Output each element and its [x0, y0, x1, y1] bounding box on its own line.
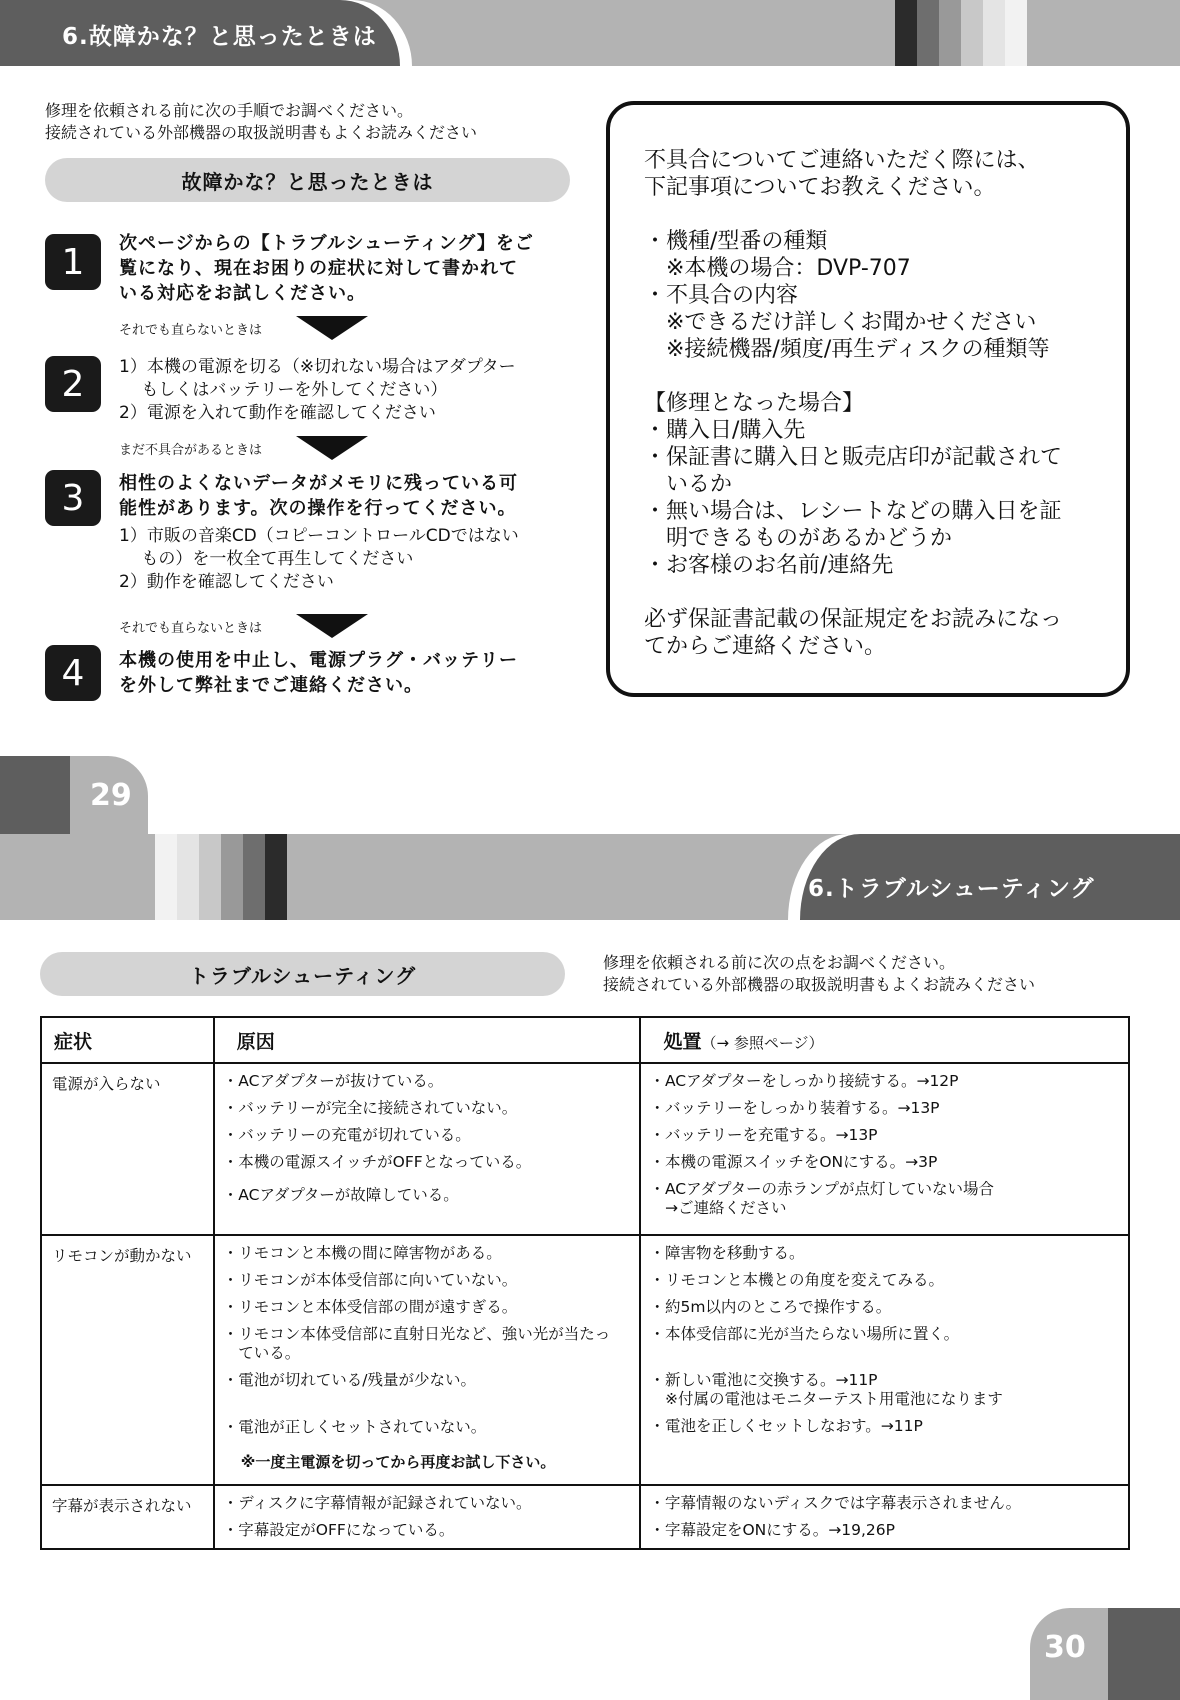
- decor-stripe: [939, 0, 961, 66]
- section-title-troubleshooting: トラブルシューティング: [40, 952, 565, 996]
- step-line: もしくはバッテリーを外してください）: [119, 380, 448, 400]
- remedy-item: ・障害物を移動する。: [649, 1244, 805, 1262]
- step-3-bold-text: [119, 471, 518, 521]
- step-line: もの）を一枚全て再生してください: [119, 549, 414, 569]
- step-line: 覧になり、現在お困りの症状に対して書かれて: [119, 258, 518, 279]
- step-line: 1）市販の音楽CD（コピーコントロールCDではない: [119, 526, 519, 546]
- step-line: 2）動作を確認してください: [119, 572, 334, 592]
- step-1-text: [119, 231, 534, 306]
- decor-stripe: [177, 834, 199, 920]
- intro-text-page30: [603, 952, 1035, 996]
- remedy-item: ・本体受信部に光が当たらない場所に置く。: [649, 1325, 960, 1343]
- header-remedy: [640, 1017, 1129, 1063]
- remedy-cell: [640, 1235, 1129, 1485]
- step-3-text: [119, 525, 519, 594]
- contact-line: ・購入日/購入先: [644, 418, 806, 443]
- decor-stripe: [199, 834, 221, 920]
- step-line: 相性のよくないデータがメモリに残っている可: [119, 473, 518, 494]
- decor-stripe: [983, 0, 1005, 66]
- cause-item: ・バッテリーが完全に接続されていない。: [222, 1099, 518, 1117]
- step-number-1: 1: [45, 234, 101, 290]
- contact-line: いるか: [644, 472, 733, 497]
- step-line: を外して弊社までご連絡ください。: [119, 675, 423, 696]
- decor-stripe: [917, 0, 939, 66]
- troubleshooting-table: [40, 1016, 1130, 1550]
- remedy-item: ・新しい電池に交換する。→11P: [649, 1371, 878, 1389]
- remedy-cell: [640, 1063, 1129, 1235]
- decor-stripe: [961, 0, 983, 66]
- chapter-title: 6.トラブルシューティング: [808, 876, 1095, 902]
- step-4-text: [119, 648, 518, 698]
- remedy-item: ・バッテリーを充電する。→13P: [649, 1126, 878, 1144]
- remedy-item: ・電池を正しくセットしなおす。→11P: [649, 1417, 923, 1435]
- contact-line: 下記事項についてお教えください。: [644, 175, 996, 200]
- symptom-cell: 電源が入らない: [41, 1063, 214, 1235]
- table-row: [41, 1485, 1129, 1549]
- cause-item: ・リモコンと本体受信部の間が遠すぎる。: [222, 1298, 518, 1316]
- step-number-3: 3: [45, 470, 101, 526]
- cause-cell: [214, 1063, 641, 1235]
- intro-line: 修理を依頼される前に次の点をお調べください。: [603, 953, 956, 972]
- chapter-title: 6.故障かな？と思ったときは: [62, 24, 377, 50]
- contact-line: 【修理となった場合】: [644, 391, 865, 416]
- decor-stripe: [895, 0, 917, 66]
- step-line: いる対応をお試しください。: [119, 283, 366, 304]
- table-row: [41, 1235, 1129, 1485]
- decor-stripe: [155, 834, 177, 920]
- contact-line: ・無い場合は、レシートなどの購入日を証: [644, 499, 1062, 524]
- intro-line: 修理を依頼される前に次の手順でお調べください。: [45, 101, 414, 120]
- remedy-item: ・バッテリーをしっかり装着する。→13P: [649, 1099, 940, 1117]
- section-title-troubleshoot-steps: 故障かな？と思ったときは: [45, 158, 570, 202]
- remedy-item: ・ACアダプターをしっかり接続する。→12P: [649, 1072, 959, 1090]
- condition-label: まだ不具合があるときは: [119, 443, 263, 458]
- cause-item: ・バッテリーの充電が切れている。: [222, 1126, 471, 1144]
- remedy-item: ・約5m以内のところで操作する。: [649, 1298, 892, 1316]
- remedy-item: ・本機の電源スイッチをONにする。→3P: [649, 1153, 938, 1171]
- remedy-item: →ご連絡ください: [649, 1199, 787, 1217]
- contact-line: てからご連絡ください。: [644, 634, 887, 659]
- contact-line: ・お客様のお名前/連絡先: [644, 553, 894, 578]
- decor-stripe: [1005, 0, 1027, 66]
- page-number-tab-back: [0, 756, 70, 834]
- cause-item: ・本機の電源スイッチがOFFとなっている。: [222, 1153, 532, 1171]
- step-2-text: [119, 356, 516, 425]
- cause-cell: [214, 1235, 641, 1485]
- contact-line: ・機種/型番の種類: [644, 229, 828, 254]
- cause-item: ・電池が正しくセットされていない。: [222, 1418, 487, 1436]
- remedy-item: ※付属の電池はモニターテスト用電池になります: [649, 1390, 1003, 1408]
- remedy-item: ・ACアダプターの赤ランプが点灯していない場合: [649, 1180, 994, 1198]
- cause-cell: [214, 1485, 641, 1549]
- page-number-label: 29: [90, 778, 132, 813]
- intro-line: 接続されている外部機器の取扱説明書もよくお読みください: [45, 123, 478, 142]
- page-number-tab-back: [1108, 1608, 1180, 1700]
- contact-line: ※本機の場合：DVP-707: [644, 256, 911, 281]
- contact-line: 不具合についてご連絡いただく際には、: [644, 148, 1040, 173]
- cause-item: ・ACアダプターが故障している。: [222, 1186, 459, 1204]
- remedy-cell: [640, 1485, 1129, 1549]
- header-cause: 原因: [214, 1017, 641, 1063]
- cause-item: ・リモコンと本機の間に障害物がある。: [222, 1244, 502, 1262]
- remedy-item: ・字幕情報のないディスクでは字幕表示されません。: [649, 1494, 1022, 1512]
- decor-stripe: [265, 834, 287, 920]
- condition-label: それでも直らないときは: [119, 621, 263, 636]
- chapter-header-page30: [0, 834, 1180, 920]
- step-line: 次ページからの【トラブルシューティング】をご: [119, 233, 534, 254]
- contact-line: ※できるだけ詳しくお聞かせください: [644, 310, 1037, 335]
- contact-line: 明できるものがあるかどうか: [644, 526, 953, 551]
- contact-line: ・不具合の内容: [644, 283, 799, 308]
- chapter-header-page29: [0, 0, 1180, 66]
- symptom-cell: リモコンが動かない: [41, 1235, 214, 1485]
- header-symptom: 症状: [41, 1017, 214, 1063]
- table-header-row: [41, 1017, 1129, 1063]
- symptom-cell: 字幕が表示されない: [41, 1485, 214, 1549]
- down-arrow-icon: [296, 316, 368, 340]
- cause-item: ・リモコン本体受信部に直射日光など、強い光が当たっ: [222, 1325, 611, 1343]
- cause-item: ・字幕設定がOFFになっている。: [222, 1521, 455, 1539]
- page-number-29: [70, 756, 148, 834]
- decor-stripe: [243, 834, 265, 920]
- intro-line: 接続されている外部機器の取扱説明書もよくお読みください: [603, 975, 1036, 994]
- step-line: 本機の使用を中止し、電源プラグ・バッテリー: [119, 650, 518, 671]
- contact-line: ・保証書に購入日と販売店印が記載されて: [644, 445, 1063, 470]
- intro-text-page29: [45, 100, 477, 144]
- cause-item: ている。: [222, 1344, 301, 1362]
- step-line: 1）本機の電源を切る（※切れない場合はアダプター: [119, 357, 516, 377]
- contact-line: 必ず保証書記載の保証規定をお読みになっ: [644, 607, 1063, 632]
- header-remedy-label: 処置: [663, 1030, 702, 1053]
- table-row: [41, 1063, 1129, 1235]
- page-number-30: [1030, 1608, 1108, 1700]
- remedy-item: ・リモコンと本機との角度を変えてみる。: [649, 1271, 944, 1289]
- cause-item: ・リモコンが本体受信部に向いていない。: [222, 1271, 518, 1289]
- cause-item: ・ディスクに字幕情報が記録されていない。: [222, 1494, 532, 1512]
- contact-line: ※接続機器/頻度/再生ディスクの種類等: [644, 337, 1050, 362]
- page-number-label: 30: [1044, 1630, 1086, 1665]
- note-text: ※一度主電源を切ってから再度お試し下さい。: [240, 1453, 556, 1471]
- cause-item: ・ACアダプターが抜けている。: [222, 1072, 444, 1090]
- step-line: 2）電源を入れて動作を確認してください: [119, 403, 436, 423]
- remedy-item: ・字幕設定をONにする。→19,26P: [649, 1521, 895, 1539]
- step-number-2: 2: [45, 356, 101, 412]
- down-arrow-icon: [296, 436, 368, 460]
- condition-label: それでも直らないときは: [119, 323, 263, 338]
- step-number-4: 4: [45, 645, 101, 701]
- decor-stripe: [221, 834, 243, 920]
- step-line: 能性があります。次の操作を行ってください。: [119, 498, 517, 519]
- down-arrow-icon: [296, 614, 368, 638]
- cause-item: ・電池が切れている/残量が少ない。: [222, 1371, 477, 1389]
- header-remedy-sub: （→ 参照ページ）: [701, 1033, 824, 1052]
